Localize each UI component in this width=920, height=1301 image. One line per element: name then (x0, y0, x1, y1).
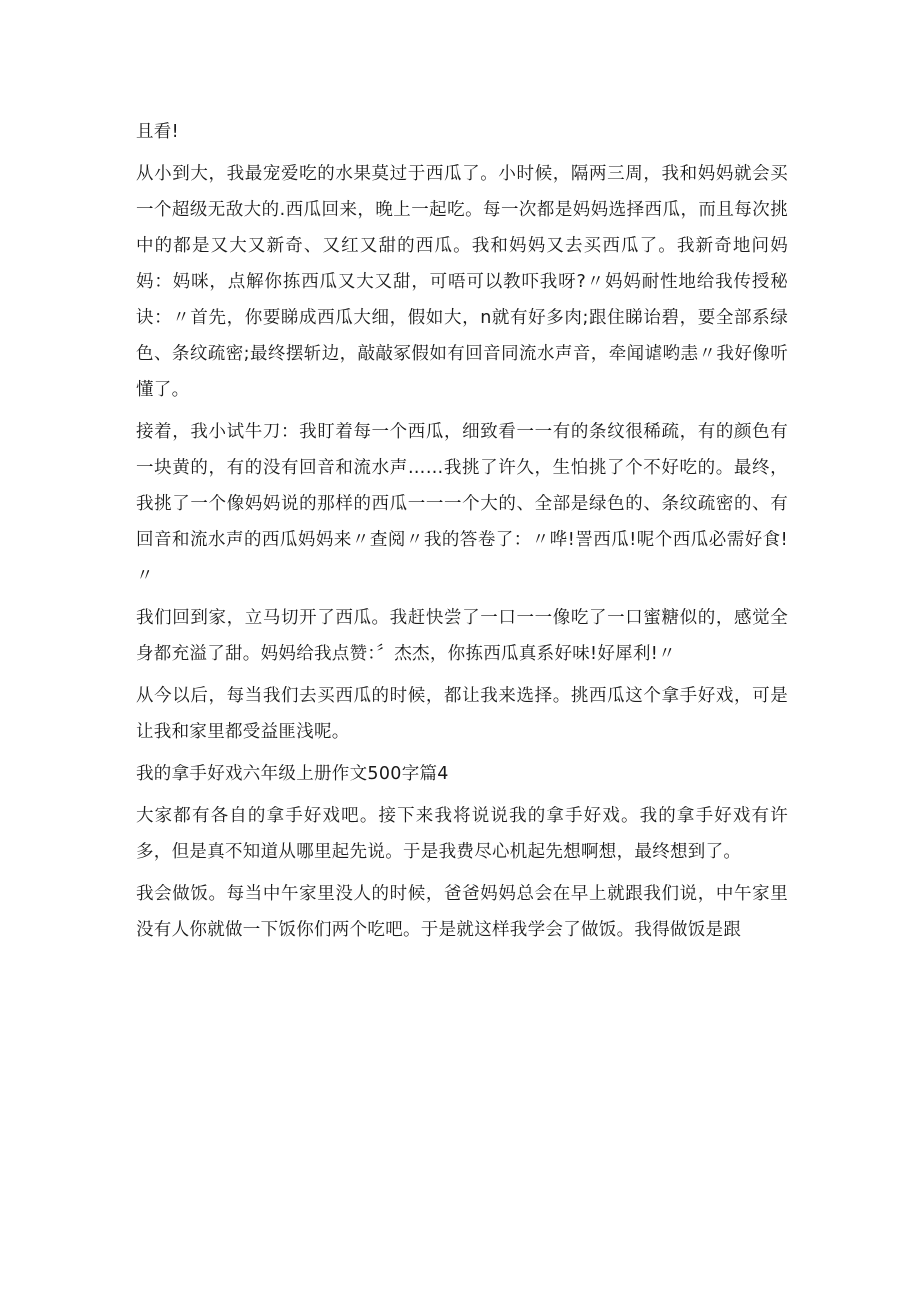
paragraph-tasting: 我们回到家，立马切开了西瓜。我赶快尝了一口一一像吃了一口蜜糖似的，感觉全身都充溢了甜。妈妈给我点赞：〞杰杰，你拣西瓜真系好味!好犀利!〃 (136, 608, 788, 664)
paragraph-opening: 且看! (136, 122, 179, 142)
paragraph-watermelon-story: 从小到大，我最宠爱吃的水果莫过于西瓜了。小时候，隔两三周，我和妈妈就会买一个超级无敌大的.西瓜回来，晚上一起吃。每一次都是妈妈选择西瓜，而且每次挑中的都是又大又新奇、又红又甜的西瓜。我和妈妈又去买西瓜了。我新奇地问妈妈：妈咪，点解你拣西瓜又大又甜，可唔可以教吓我呀?〃妈妈耐性地给我传授秘诀：〃首先，你要睇成西瓜大细，假如大，n就有好多肉;跟住睇诒碧，要全部系绿色、条纹疏密;最终摆斩边，敲敲冢假如有回音同流水声音，牵闻谑哟恚〃我好像听懂了。 (136, 164, 788, 400)
section-heading: 我的拿手好戏六年级上册作文500字篇4 (136, 764, 449, 784)
paragraph-conclusion: 从今以后，每当我们去买西瓜的时候，都让我来选择。挑西瓜这个拿手好戏，可是让我和家里都受益匪浅呢。 (136, 686, 788, 742)
paragraph-intro-skill: 大家都有各自的拿手好戏吧。接下来我将说说我的拿手好戏。我的拿手好戏有许多，但是真不知道从哪里起先说。于是我费尽心机起先想啊想，最终想到了。 (136, 806, 788, 862)
paragraph-choosing: 接着，我小试牛刀：我盯着每一个西瓜，细致看一一有的条纹很稀疏，有的颜色有一块黄的，有的没有回音和流水声……我挑了许久，生怕挑了个不好吃的。最终，我挑了一个像妈妈说的那样的西瓜一一一个大的、全部是绿色的、条纹疏密的、有回音和流水声的西瓜妈妈来〃查阅〃我的答卷了：〃哗!詈西瓜!呢个西瓜必需好食!〃 (136, 422, 788, 586)
document-body (136, 114, 788, 948)
paragraph-cooking: 我会做饭。每当中午家里没人的时候，爸爸妈妈总会在早上就跟我们说，中午家里没有人你就做一下饭你们两个吃吧。于是就这样我学会了做饭。我得做饭是跟 (136, 884, 788, 940)
